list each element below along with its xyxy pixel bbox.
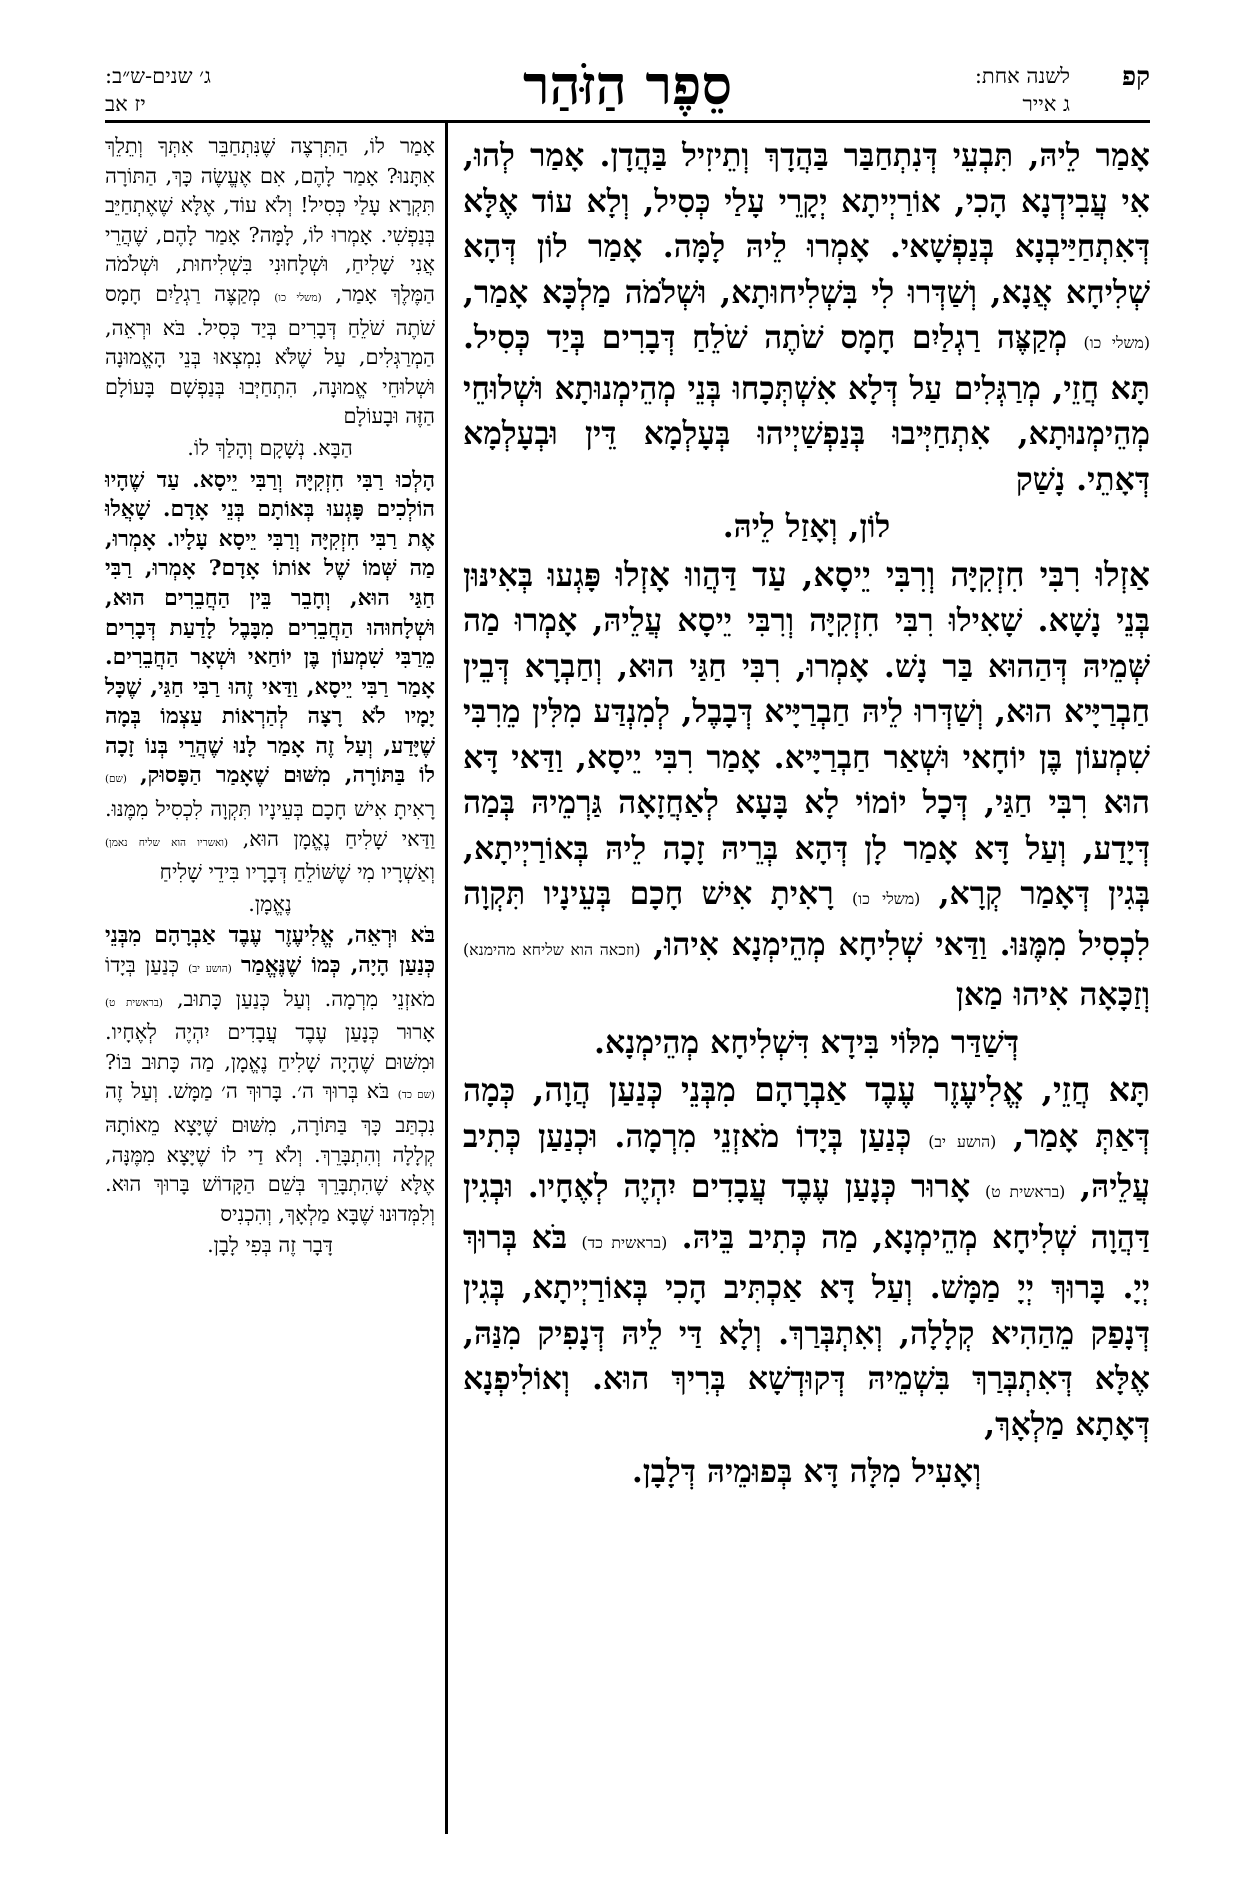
side-paragraph-1: אָמַר לוֹ, הַתִּרְצֶה שֶׁנִּתְחַבֵּר אִתְּךָ וְתֵלֵךְ אִתָּנוּ? אָמַר לָהֶם, אִם אֶעֱשֶׂה כָּךְ, הַתּוֹרָה תִּקְרָא עָלַי כְּסִיל! וְלֹא עוֹד, אֶלָּא שֶׁאֶתְחַיֵּב בְּנַפְשִׁי. אָמְרוּ לוֹ, לָמָּה? אָמַר לָהֶם, שֶׁהֲרֵי אֲנִי שָׁלִיחַ, וּשְׁלָחוּנִי בִּשְׁלִיחוּת, וּשְׁלֹמֹה הַמֶּלֶךְ אָמַר, (משלי כו) מְקַצֶּה רַגְלַיִם חָמָס שֹׁתֶה שֹׁלֵחַ דְּבָרִים בְּיַד כְּסִיל. בֹּא וּרְאֵה, הַמְרַגְּלִים, עַל שֶׁלֹּא נִמְצְאוּ בְּנֵי הָאֱמוּנָה וּשְׁלוּחֵי אֱמוּנָה, הִתְחַיְּבוּ בְּנַפְשָׁם בָּעוֹלָם הַזֶּה וּבָעוֹלָם [105, 134, 435, 429]
source-ref: (הושע יב) [928, 1131, 997, 1151]
header-right-line1: לשנה אחת: [974, 64, 1070, 88]
column-divider [445, 123, 448, 1834]
source-ref: (משלי כו) [1083, 333, 1151, 352]
side-paragraph-1-end: הַבָּא. נְשָׁקָם וְהָלַךְ לוֹ. [187, 435, 353, 460]
main-aramaic-column [463, 133, 1150, 1497]
main-paragraph-1-end: לוֹן, וְאָזַל לֵיהּ. [722, 508, 891, 545]
main-paragraph-3: תָּא חֲזֵי, אֱלִיעֶזֶר עֶבֶד אַבְרָהָם מִבְּנֵי כְּנַעַן הֲוָה, כְּמָה דְּאַתְּ אָמַר, (הושע יב) כְּנַעַן בְּיָדוֹ מֹאזְנֵי מִרְמָה. וּכְנַעַן כְּתִיב עֲלֵיהּ, (בראשית ט) אָרוּר כְּנָעַן עֶבֶד עֲבָדִים יִהְיֶה לְאֶחָיו. וּבְגִין דַּהֲוָה שְׁלִיחָא מְהֵימְנָא, מַה כְּתִיב בֵּיהּ. (בראשית כד) בֹּא בְּרוּךְ יְיָ. בָּרוּךְ יְיָ מַמָּשׁ. וְעַל דָּא אַכְתִּיב הָכִי בְּאוֹרַיְיתָא, בְּגִין דְּנָפַק מֵהַהִיא קְלָלָה, וְאִתְבְּרַךְ. וְלָא דַּי לֵיהּ דְּנָפִיק מִנַּהּ, אֶלָּא דְּאִתְבְּרַךְ בִּשְׁמֵיהּ דְּקוּדְשָׁא בְּרִיךְ הוּא. וְאוֹלִיפְנָא דְּאָתָא מַלְאָךְ, [463, 1070, 1151, 1443]
main-paragraph-2-end: דְּשַׁדַּר מִלּוֹי בִּידָא דִּשְׁלִיחָא מְהֵימְנָא. [594, 1023, 1019, 1061]
main-paragraph-1: אָמַר לֵיהּ, תִּבְעֵי דְּנִתְחַבַּר בַּהֲדָךְ וְתֵיזִיל בַּהֲדָן. אָמַר לְהוּ, אִי עֲבִידְנָא הָכִי, אוֹרַיְיתָא יְקָרֵי עָלַי כְּסִיל, וְלָא עוֹד אֶלָּא דְּאִתְחַיַּיבְנָא בְּנַפְשָׁאי. אָמְרוּ לֵיהּ לָמָּה. אָמַר לוֹן דְּהָא שְׁלִיחָא אֲנָא, וְשַׁדְּרוּ לִי בִּשְׁלִיחוּתָא, וּשְׁלֹמֹה מַלְכָּא אָמַר, (משלי כו) מְקַצֶּה רַגְלַיִם חָמָס שֹׁתֶה שֹׁלֵחַ דְּבָרִים בְּיַד כְּסִיל. תָּא חֲזֵי, מְרַגְּלִים עַל דְּלָא אִשְׁתְּכָחוּ בְּנֵי מְהֵימְנוּתָא וּשְׁלוּחֵי מְהֵימְנוּתָא, אִתְחַיְּיבוּ בְּנַפְשַׁיְיהוּ בְּעָלְמָא דֵּין וּבְעָלְמָא דְּאָתֵי. נָשַׁק [463, 137, 1151, 498]
side-paragraph-2: הָלְכוּ רַבִּי חִזְקִיָּה וְרַבִּי יֵיסָא. עַד שֶׁהָיוּ הוֹלְכִים פָּגְעוּ בְּאוֹתָם בְּנֵי אָדָם. שָׁאֲלוּ אֶת רַבִּי חִזְקִיָּה וְרַבִּי יֵיסָא עָלָיו. אָמְרוּ, מַה שְּׁמוֹ שֶׁל אוֹתוֹ אָדָם? אָמְרוּ, רַבִּי חַגַּי הוּא, וְחָבֵר בֵּין הַחֲבֵרִים הוּא, וּשְׁלָחוּהוּ הַחֲבֵרִים מִבָּבֶל לָדַעַת דְּבָרִים מֵרַבִּי שִׁמְעוֹן בֶּן יוֹחַאי וּשְׁאָר הַחֲבֵרִים. אָמַר רַבִּי יֵיסָא, וַדַּאי זֶהוּ רַבִּי חַגַּי, שֶׁכָּל יָמָיו לֹא רָצָה לְהַרְאוֹת עַצְמוֹ בְּמָה שֶׁיָּדַע, וְעַל זֶה אָמַר לָנוּ שֶׁהֲרֵי בְּנוֹ זָכָה לוֹ בַּתּוֹרָה, מִשּׁוּם שֶׁאָמַר הַפָּסוּק, (שם) רָאִיתָ אִישׁ חָכָם בְּעֵינָיו תִּקְוָה לִכְסִיל מִמֶּנּוּ. וַדַּאי שָׁלִיחַ נֶאֱמָן הוּא, (ואשריו הוא שליח נאמן) וְאַשְׁרָיו מִי שֶׁשּׁוֹלֵחַ דְּבָרָיו בִּידֵי שָׁלִיחַ [105, 466, 435, 885]
source-ref: (שם) [105, 773, 127, 786]
main-paragraph-3-end: וְאָעִיל מִלָּה דָּא בְּפוּמֵיהּ דְּלָבָן. [631, 1453, 982, 1490]
source-ref: (בראשית כד) [581, 1232, 668, 1252]
book-title: סֵפֶר הַזֹּהַר [522, 53, 733, 117]
source-ref: (הושע יב) [188, 963, 232, 976]
source-ref: (בראשית ט) [985, 1182, 1066, 1201]
main-paragraph-2: אַזְלוּ רִבִּי חִזְקִיָּה וְרִבִּי יֵיסָא, עַד דַּהֲווּ אָזְלוּ פָּגְעוּ בְּאִינּוּן בְּנֵי נָשָׁא. שָׁאִילוּ רִבִּי חִזְקִיָּה וְרִבִּי יֵיסָא עֲלֵיהּ, אָמְרוּ מַה שְּׁמֵיהּ דְּהַהוּא בַּר נָשׁ. אָמְרוּ, רִבִּי חַגַּי הוּא, וְחַבְרָא דְּבֵין חַבְרַיָּיא הוּא, וְשַׁדְּרוּ לֵיהּ חַבְרַיָּיא דְּבָבֶל, לְמִנְדַּע מִלִּין מֵרִבִּי שִׁמְעוֹן בֶּן יוֹחָאי וּשְׁאַר חַבְרַיָּיא. אָמַר רִבִּי יֵיסָא, וַדַּאי דָּא הוּא רִבִּי חַגַּי, דְּכָל יוֹמוֹי לָא בָּעָא לְאַחֲזָאָה גַּרְמֵיהּ בְּמַה דְּיָדַע, וְעַל דָּא אָמַר לָן דְּהָא בְּרֵיהּ זָכָה לֵיהּ בְּאוֹרַיְיתָא, בְּגִין דְּאָמַר קְרָא, (משלי כו) רָאִיתָ אִישׁ חָכָם בְּעֵינָיו תִּקְוָה לִכְסִיל מִמֶּנּוּ. וַדַּאי שְׁלִיחָא מְהֵימְנָא אִיהוּ, (וזכאה הוא שליחא מהימנא) וְזַכָּאָה אִיהוּ מַאן [463, 554, 1151, 1013]
header-rule [105, 120, 1150, 123]
header-left-line1: ג׳ שנים-ש״ב: [105, 64, 211, 88]
page-header [105, 50, 1150, 122]
side-paragraph-3: בֹּא וּרְאֵה, אֱלִיעֶזֶר עֶבֶד אַבְרָהָם מִבְּנֵי כְּנַעַן הָיָה, כְּמוֹ שֶׁנֶּאֱמַר (הושע יב) כְּנַעַן בְּיָדוֹ מֹאזְנֵי מִרְמָה. וְעַל כְּנַעַן כָּתוּב, (בראשית ט) אָרוּר כְּנָעַן עֶבֶד עֲבָדִים יִהְיֶה לְאֶחָיו. וּמִשּׁוּם שֶׁהָיָה שָׁלִיחַ נֶאֱמָן, מַה כָּתוּב בּוֹ? (שם כד) בֹּא בְּרוּךְ ה׳. בָּרוּךְ ה׳ מַמָּשׁ. וְעַל זֶה נִכְתַּב כָּךְ בַּתּוֹרָה, מִשּׁוּם שֶׁיָּצָא מֵאוֹתָהּ קְלָלָה וְהִתְבָּרֵךְ. וְלֹא דַי לוֹ שֶׁיָּצָא מִמֶּנָּה, אֶלָּא שֶׁהִתְבָּרֵךְ בְּשֵׁם הַקָּדוֹשׁ בָּרוּךְ הוּא. וְלִמְּדוּנוּ שֶׁבָּא מַלְאָךְ, וְהִכְנִיס [105, 922, 435, 1226]
source-ref: (בראשית ט) [105, 996, 163, 1009]
header-left-line2: יז אב [105, 92, 146, 116]
hebrew-translation-column [105, 132, 435, 1263]
source-ref: (משלי כו) [852, 889, 921, 908]
source-ref: (וזכאה הוא שליחא מהימנא) [463, 939, 641, 959]
source-ref: (שם כד) [397, 1089, 435, 1102]
side-paragraph-2-end: נֶאֱמָן. [248, 891, 292, 916]
side-paragraph-3-end: דָּבָר זֶה בְּפִי לָבָן. [207, 1233, 333, 1258]
page-number: קפ [1121, 62, 1150, 92]
source-ref: (משלי כו) [274, 291, 322, 304]
header-right-line2: ג אייר [1022, 92, 1070, 116]
header-right-reference [910, 62, 1070, 118]
source-ref: (ואשריו הוא שליח נאמן) [105, 836, 228, 849]
